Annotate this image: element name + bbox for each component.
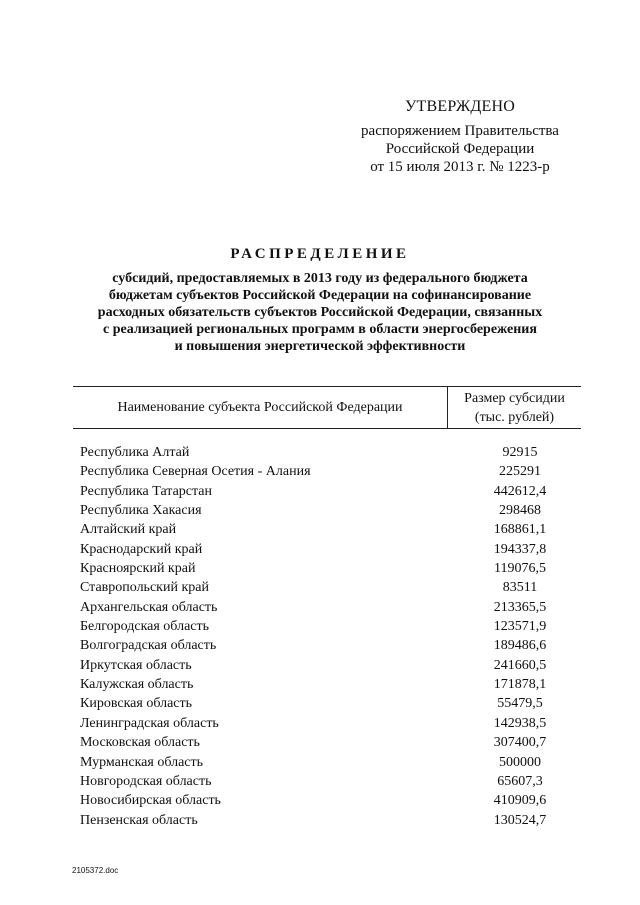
subsidy-table-body <box>80 443 600 830</box>
table-row <box>80 656 600 675</box>
subsidy-value: 213365,5 <box>493 599 547 615</box>
subsidy-value: 225291 <box>499 464 541 480</box>
table-row <box>80 791 600 810</box>
table-row <box>80 482 600 501</box>
approval-title: УТВЕРЖДЕНО <box>404 98 515 115</box>
table-row <box>80 501 600 520</box>
region-name: Республика Татарстан <box>80 483 213 499</box>
region-name: Новосибирская область <box>80 793 221 809</box>
region-name: Пензенская область <box>80 812 198 828</box>
subsidy-value: 168861,1 <box>493 522 547 538</box>
table-row <box>80 772 600 791</box>
table-row <box>80 617 600 636</box>
subsidy-value: 307400,7 <box>493 735 547 751</box>
table-row <box>80 578 600 597</box>
approval-block <box>350 98 570 176</box>
table-header-rule <box>73 428 581 429</box>
subsidy-value: 410909,6 <box>493 793 547 809</box>
region-name: Архангельская область <box>80 599 218 615</box>
subtitle-line: бюджетам субъектов Российской Федерации на софинансирование <box>108 288 532 303</box>
subtitle-line: и повышения энергетической эффективности <box>174 339 466 354</box>
subsidy-value: 241660,5 <box>493 657 547 673</box>
subsidy-value: 298468 <box>499 503 541 519</box>
region-name: Республика Хакасия <box>80 503 202 519</box>
table-row <box>80 636 600 655</box>
table-row <box>80 598 600 617</box>
region-name: Республика Алтай <box>80 445 190 460</box>
column-header-size-line-1: Размер субсидии <box>464 391 565 406</box>
table-row <box>80 733 600 752</box>
region-name: Новгородская область <box>80 773 212 789</box>
subsidy-value: 55479,5 <box>497 696 543 712</box>
subsidy-value: 123571,9 <box>493 619 547 635</box>
region-name: Краснодарский край <box>80 541 203 557</box>
approval-line-2: Российской Федерации <box>385 141 535 157</box>
table-row <box>80 675 600 694</box>
region-name: Калужская область <box>80 677 194 693</box>
region-name: Алтайский край <box>80 522 177 538</box>
region-name: Мурманская область <box>80 754 204 770</box>
approval-line-3: от 15 июля 2013 г. № 1223-р <box>370 159 550 175</box>
subsidy-value: 65607,3 <box>497 773 543 789</box>
subsidy-value: 189486,6 <box>493 638 547 654</box>
subtitle-line: субсидий, предоставляемых в 2013 году из федерального бюджета <box>112 271 528 286</box>
column-header-size-line-2: (тыс. рублей) <box>474 410 555 425</box>
table-row <box>80 753 600 772</box>
table-row <box>80 694 600 713</box>
subsidy-value: 142938,5 <box>493 715 547 731</box>
subtitle-line: с реализацией региональных программ в области энергосбережения <box>103 322 537 337</box>
subtitle-line: расходных обязательств субъектов Российской Федерации, связанных <box>97 305 543 320</box>
subsidy-value: 442612,4 <box>493 483 547 499</box>
subsidy-value: 92915 <box>502 445 538 460</box>
table-row <box>80 462 600 481</box>
region-name: Белгородская область <box>80 619 210 635</box>
table-row <box>80 443 600 462</box>
subsidy-value: 130524,7 <box>493 812 547 828</box>
table-row <box>80 559 600 578</box>
table-row <box>80 714 600 733</box>
region-name: Волгоградская область <box>80 638 217 654</box>
document-heading: РАСПРЕДЕЛЕНИЕ <box>230 246 410 262</box>
region-name: Ленинградская область <box>80 715 219 731</box>
subsidy-value: 500000 <box>499 754 541 770</box>
column-header-name: Наименование субъекта Российской Федерации <box>117 400 403 415</box>
table-top-rule <box>73 386 581 387</box>
table-row <box>80 520 600 539</box>
subsidy-value: 171878,1 <box>493 677 547 693</box>
region-name: Республика Северная Осетия - Алания <box>80 464 311 480</box>
file-name-footer: 2105372.doc <box>72 866 119 875</box>
table-row <box>80 811 600 830</box>
table-row <box>80 540 600 559</box>
document-subtitle <box>60 270 580 355</box>
subsidy-value: 119076,5 <box>494 561 546 577</box>
subsidy-value: 83511 <box>502 580 538 596</box>
region-name: Московская область <box>80 735 200 751</box>
region-name: Кировская область <box>80 696 193 712</box>
subsidy-value: 194337,8 <box>493 541 547 557</box>
approval-line-1: распоряжением Правительства <box>361 123 559 139</box>
region-name: Красноярский край <box>80 561 196 577</box>
column-header-size <box>448 389 581 427</box>
region-name: Иркутская область <box>80 657 192 673</box>
region-name: Ставропольский край <box>80 580 209 596</box>
